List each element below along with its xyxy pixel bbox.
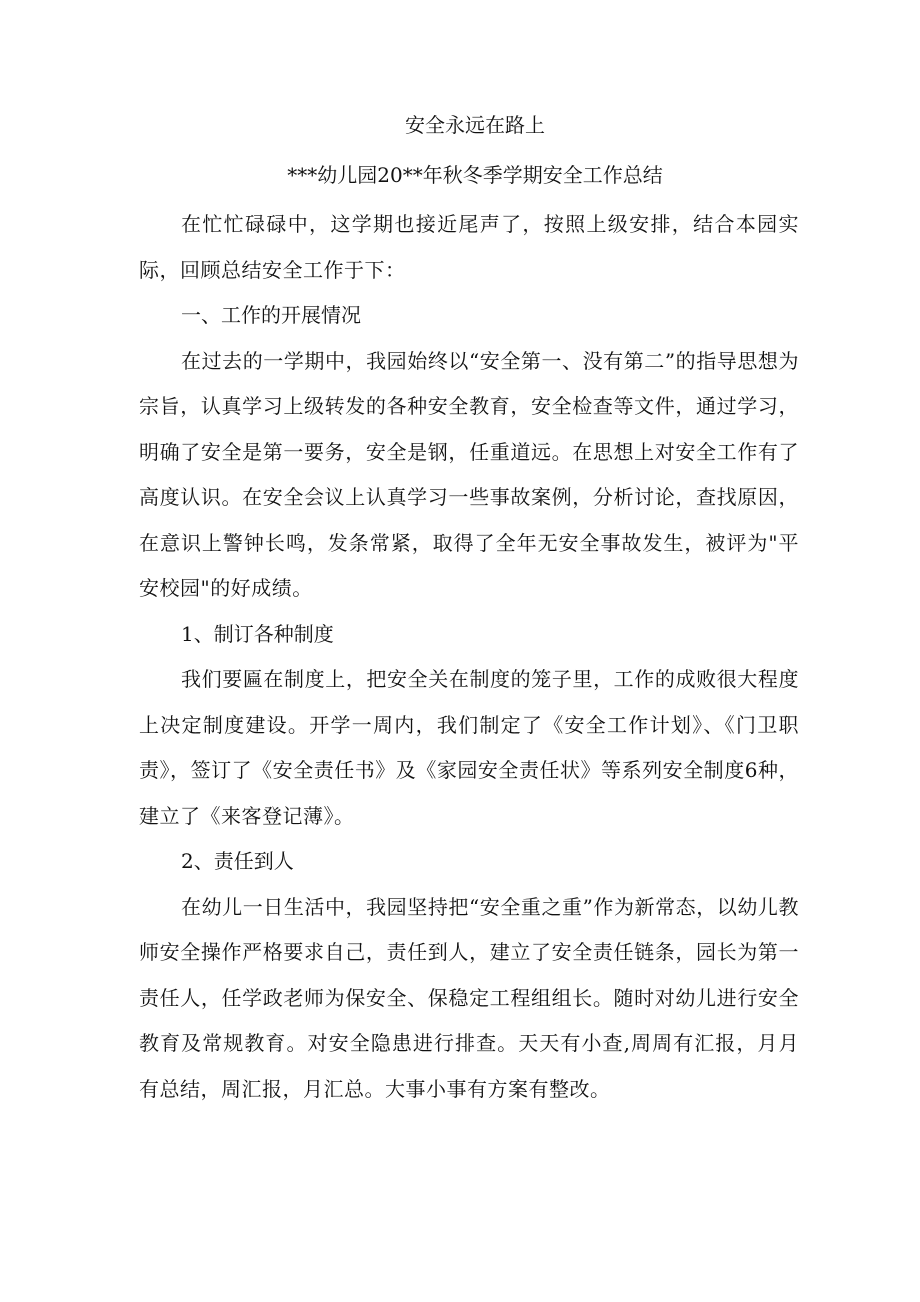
- document-content: [139, 112, 799, 1112]
- section-heading: 一、工作的开展情况: [181, 303, 361, 327]
- subsection-paragraph: 我们要匾在制度上，把安全关在制度的笼子里，工作的成败很大程度上决定制度建设。开学一周内，我们制定了《安全工作计划》、《门卫职责》，签订了《安全责任书》及《家园安全责任状》等系列安全制度6种，建立了《来客登记薄》。: [139, 667, 799, 828]
- document-title: 安全永远在路上: [405, 113, 545, 137]
- document-body: [139, 202, 799, 1112]
- subsection-paragraph: 在幼儿一日生活中，我园坚持把“安全重之重”作为新常态，以幼儿教师安全操作严格要求自己，责任到人，建立了安全责任链条，园长为第一责任人，任学政老师为保安全、保稳定工程组组长。随时对幼儿进行安全教育及常规教育。对安全隐患进行排查。天天有小查,周周有汇报，月月有总结，周汇报，月汇总。大事小事有方案有整改。: [139, 894, 799, 1101]
- document-subtitle: ***幼儿园20**年秋冬季学期安全工作总结: [287, 163, 663, 187]
- intro-paragraph: 在忙忙碌碌中，这学期也接近尾声了，按照上级安排，结合本园实际，回顾总结安全工作于下：: [139, 212, 799, 282]
- subsection-heading: 2、责任到人: [181, 849, 294, 873]
- subsection-heading: 1、制订各种制度: [181, 621, 334, 646]
- section-paragraph: 在过去的一学期中，我园始终以“安全第一、没有第二”的指导思想为宗旨，认真学习上级转发的各种安全教育，安全检查等文件，通过学习，明确了安全是第一要务，安全是钢，任重道远。在思想上对安全工作有了高度认识。在安全会议上认真学习一些事故案例，分析讨论，查找原因，在意识上警钟长鸣，发条常紧，取得了全年无安全事故发生，被评为"平安校园"的好成绩。: [139, 348, 799, 600]
